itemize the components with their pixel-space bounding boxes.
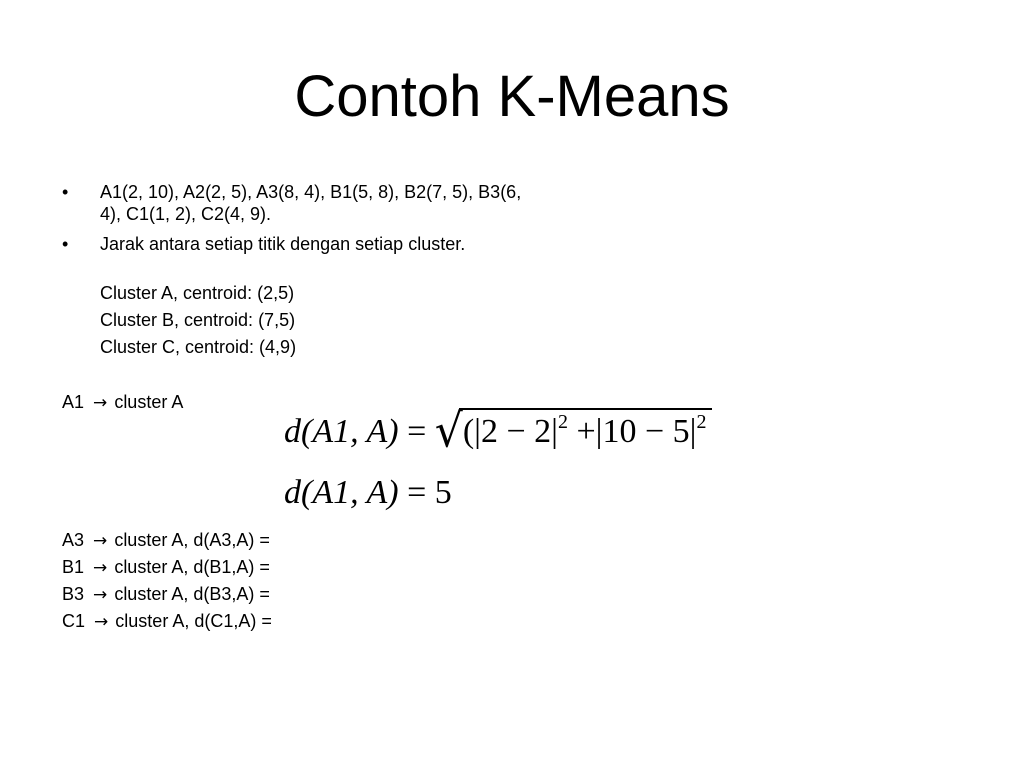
radicand-plus: + [576, 413, 596, 450]
formula-radicand [459, 408, 713, 452]
formula-lhs: d(A1, A) [284, 413, 399, 450]
arrow-right-icon: → [94, 612, 109, 632]
assignment-a3 [62, 529, 270, 552]
assignment-b3 [62, 583, 270, 606]
target-label: cluster A, d(B3,A) = [114, 584, 270, 604]
bullet-distance-description [62, 233, 522, 255]
target-label: cluster A [114, 392, 184, 412]
point-label: C1 [62, 611, 86, 631]
bullet-marker: • [62, 234, 69, 254]
radicand-exp2: 2 [696, 411, 707, 433]
result-equals: = [407, 474, 427, 511]
result-lhs: d(A1, A) [284, 474, 399, 511]
bullet-text: A1(2, 10), A2(2, 5), A3(8, 4), B1(5, 8), B2(7, 5), B3(6, 4), C1(1, 2), C2(4, 9). [100, 182, 522, 224]
bullet-text: Jarak antara setiap titik dengan setiap cluster. [100, 234, 466, 254]
cluster-c-centroid: Cluster C, centroid: (4,9) [100, 337, 297, 357]
radicand-open: (| [462, 413, 481, 450]
slide-title: Contoh K-Means [294, 64, 730, 129]
distance-formula [284, 404, 712, 459]
arrow-right-icon: → [93, 393, 108, 413]
radicand-bar2: | [595, 413, 603, 450]
point-label: B1 [62, 557, 85, 577]
arrow-right-icon: → [93, 585, 108, 605]
assignment-c1 [62, 610, 272, 633]
point-label: B3 [62, 584, 85, 604]
radicand-bar3: | [689, 413, 697, 450]
target-label: cluster A, d(C1,A) = [115, 611, 272, 631]
point-label: A3 [62, 530, 85, 550]
radicand-term1: 2 − 2 [480, 413, 552, 450]
cluster-a-centroid: Cluster A, centroid: (2,5) [100, 283, 295, 303]
formula-equals: = [407, 413, 427, 450]
target-label: cluster A, d(A3,A) = [114, 530, 270, 550]
arrow-right-icon: → [93, 558, 108, 578]
square-root-icon: √ [434, 404, 463, 459]
bullet-marker: • [62, 182, 69, 202]
assignment-b1 [62, 556, 270, 579]
radicand-bar1: | [551, 413, 558, 450]
radicand-term2: 10 − 5 [602, 413, 690, 450]
result-value: 5 [434, 474, 452, 511]
radicand-exp1: 2 [557, 411, 568, 433]
assignment-a1 [62, 391, 183, 414]
arrow-right-icon: → [93, 531, 108, 551]
cluster-b-centroid: Cluster B, centroid: (7,5) [100, 310, 296, 330]
bullet-points-list [62, 181, 522, 225]
target-label: cluster A, d(B1,A) = [114, 557, 270, 577]
distance-result [284, 473, 452, 513]
point-label: A1 [62, 392, 85, 412]
